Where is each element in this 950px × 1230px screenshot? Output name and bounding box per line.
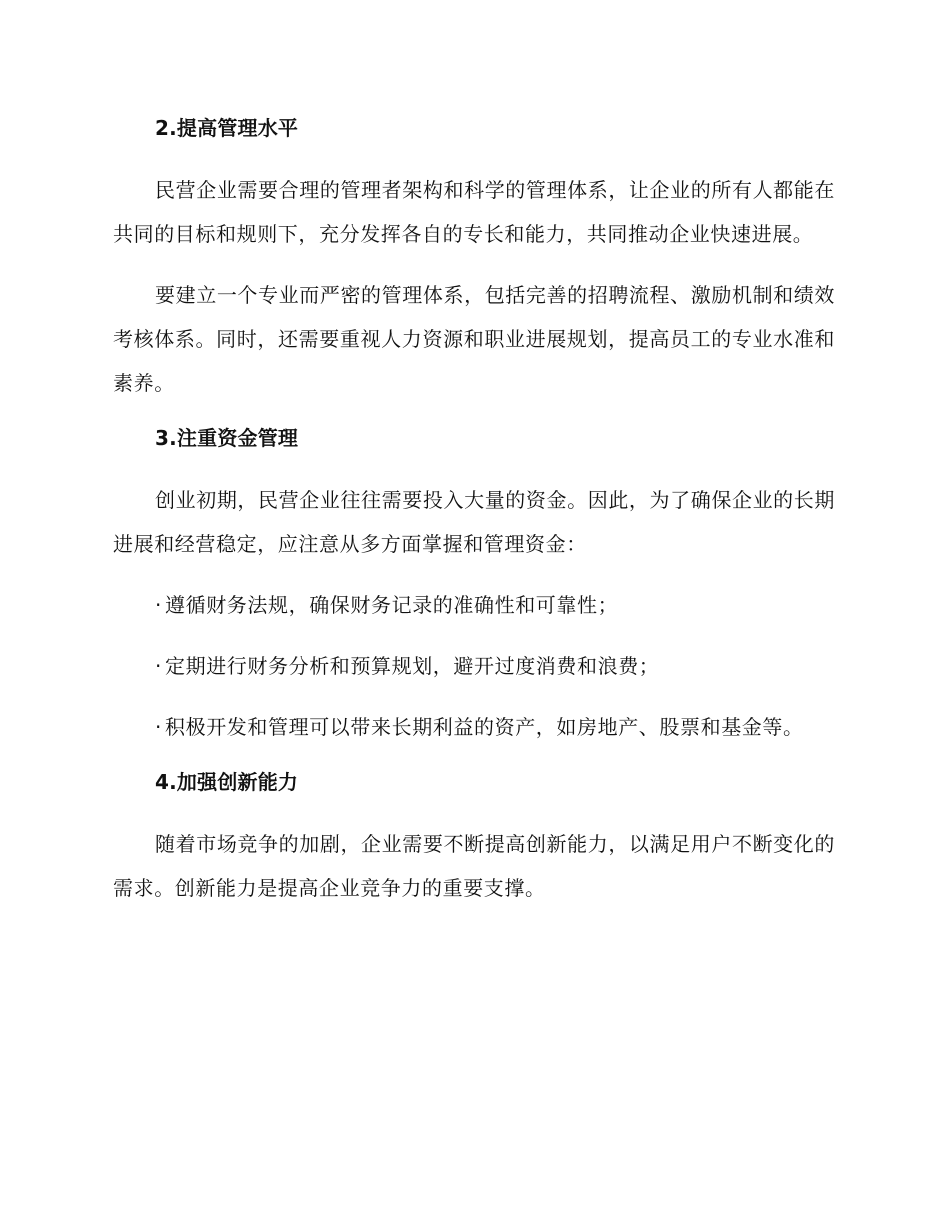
bullet-icon: · — [155, 654, 162, 678]
list-item-text: 定期进行财务分析和预算规划，避开过度消费和浪费； — [165, 654, 660, 678]
paragraph: 民营企业需要合理的管理者架构和科学的管理体系，让企业的所有人都能在共同的目标和规则下，充分发挥各自的专长和能力，共同推动企业快速进展。 — [113, 178, 835, 246]
section-heading-funds: 3.注重资金管理 — [155, 426, 299, 450]
list-item-text: 遵循财务法规，确保财务记录的准确性和可靠性； — [165, 593, 619, 617]
document-body — [113, 112, 835, 927]
paragraph: 创业初期，民营企业往往需要投入大量的资金。因此，为了确保企业的长期进展和经营稳定，应注意从多方面掌握和管理资金： — [113, 488, 835, 556]
section-heading-management: 2.提高管理水平 — [155, 116, 299, 140]
list-item — [113, 644, 835, 688]
section-heading-innovation: 4.加强创新能力 — [155, 770, 299, 794]
list-item — [113, 705, 835, 749]
paragraph: 要建立一个专业而严密的管理体系，包括完善的招聘流程、激励机制和绩效考核体系。同时，还需要重视人力资源和职业进展规划，提高员工的专业水准和素养。 — [113, 283, 835, 395]
list-item — [113, 583, 835, 627]
bullet-icon: · — [155, 715, 162, 739]
list-item-text: 积极开发和管理可以带来长期利益的资产，如房地产、股票和基金等。 — [165, 715, 804, 739]
bullet-icon: · — [155, 593, 162, 617]
paragraph: 随着市场竞争的加剧，企业需要不断提高创新能力，以满足用户不断变化的需求。创新能力是提高企业竞争力的重要支撑。 — [113, 832, 835, 900]
